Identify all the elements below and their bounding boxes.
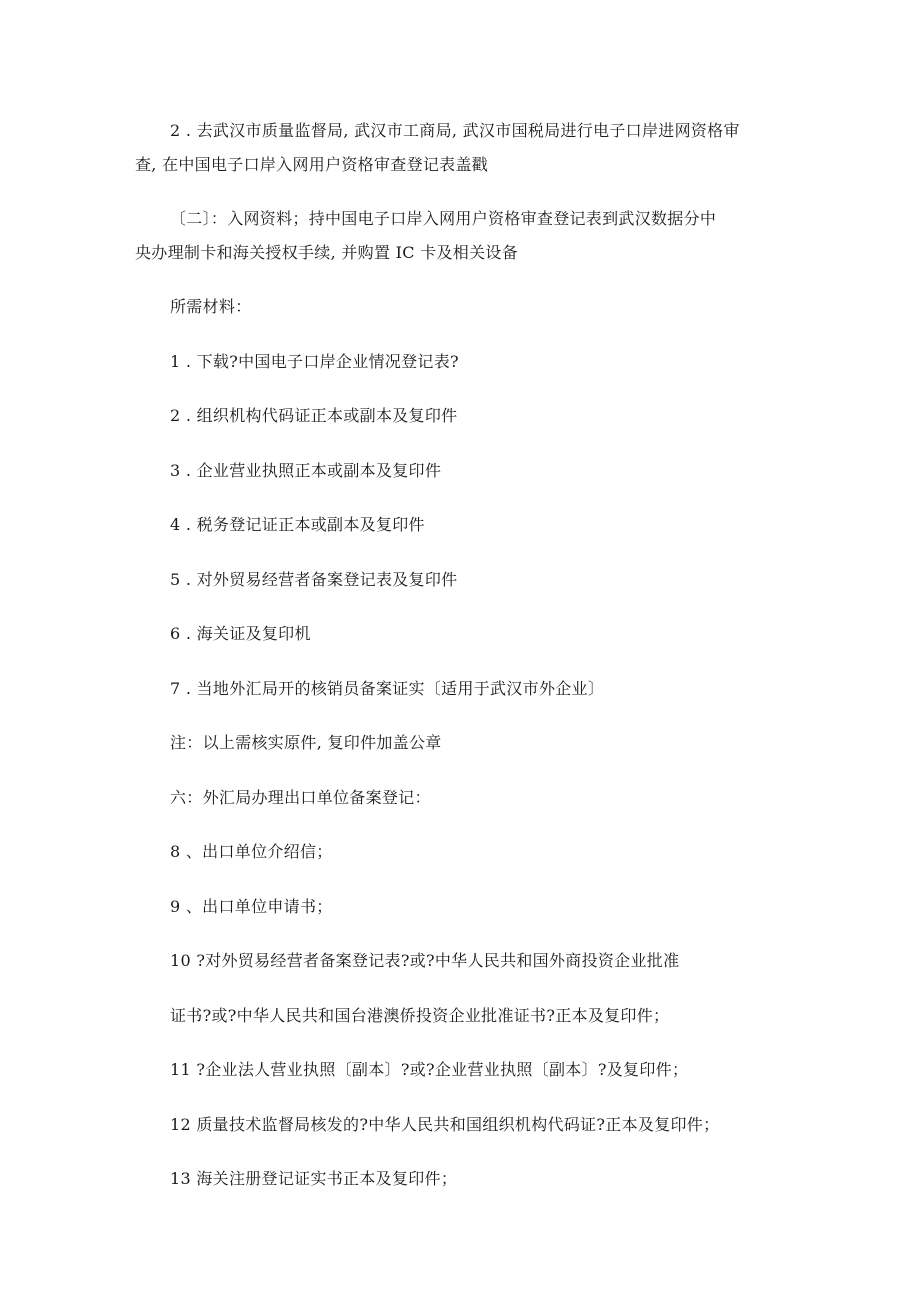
list-item: 6 . 海关证及复印机 [170,624,311,643]
paragraph-line: 查, 在中国电子口岸入网用户资格审查登记表盖戳 [135,155,489,174]
list-item: 3 . 企业营业执照正本或副本及复印件 [170,461,442,480]
section-heading: 六：外汇局办理出口单位备案登记： [170,788,431,807]
list-item: 1 . 下载?中国电子口岸企业情况登记表? [170,352,459,371]
paragraph-line: 〔二〕：入网资料；持中国电子口岸入网用户资格审查登记表到武汉数据分中 [170,209,717,228]
list-item: 9 、出口单位申请书； [170,897,333,916]
list-item-continuation: 证书?或?中华人民共和国台港澳侨投资企业批准证书?正本及复印件； [170,1006,670,1025]
list-item: 5 . 对外贸易经营者备案登记表及复印件 [170,570,458,589]
list-item: 8 、出口单位介绍信； [170,842,333,861]
list-item: 12 质量技术监督局核发的?中华人民共和国组织机构代码证?正本及复印件； [170,1115,720,1134]
list-item: 11 ?企业法人营业执照〔副本〕?或?企业营业执照〔副本〕?及复印件； [170,1060,689,1079]
paragraph-line: 央办理制卡和海关授权手续, 并购置 IC 卡及相关设备 [135,243,519,262]
section-heading: 所需材料： [170,297,252,316]
paragraph-line: 2 . 去武汉市质量监督局, 武汉市工商局, 武汉市国税局进行电子口岸进网资格审 [170,121,740,140]
list-item: 13 海关注册登记证实书正本及复印件； [170,1169,458,1188]
list-item: 4 . 税务登记证正本或副本及复印件 [170,515,425,534]
list-item: 2 . 组织机构代码证正本或副本及复印件 [170,406,458,425]
list-item: 7 . 当地外汇局开的核销员备案证实〔适用于武汉市外企业〕 [170,679,605,698]
list-item: 10 ?对外贸易经营者备案登记表?或?中华人民共和国外商投资企业批准 [170,951,680,970]
note: 注：以上需核实原件, 复印件加盖公章 [170,733,442,752]
